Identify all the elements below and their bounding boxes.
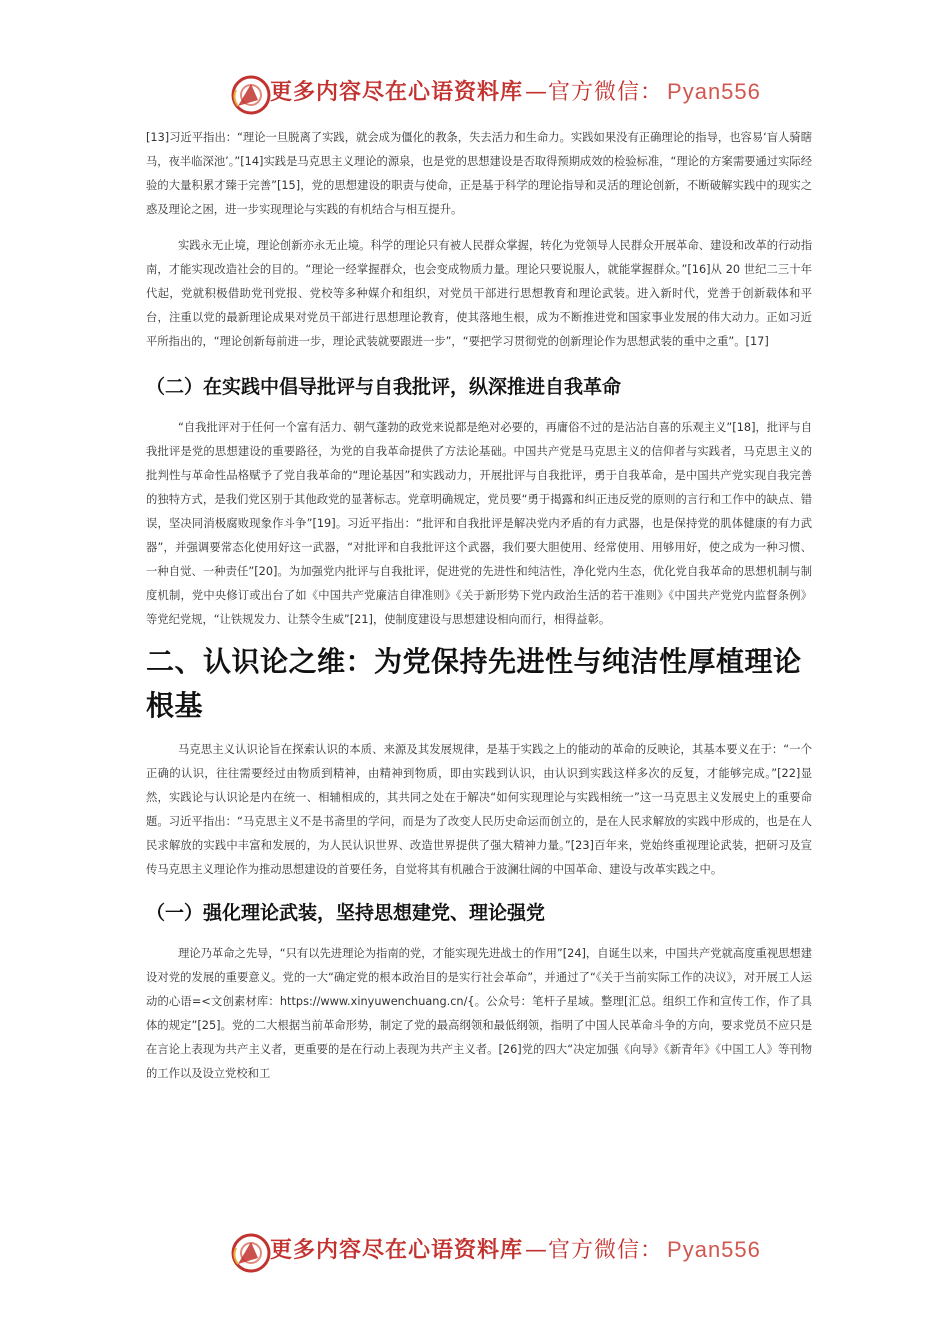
banner-wechat-label: —官方微信： [525,1238,664,1263]
banner-wechat-id: Pyan556 [667,79,761,104]
document-body [146,126,812,1086]
banner-wechat-id: Pyan556 [667,1237,761,1262]
footer-banner [0,1228,950,1280]
chapter-heading-epistemology: 二、认识论之维：为党保持先进性与纯洁性厚植理论根基 [146,645,802,722]
banner-wechat-label: —官方微信： [525,80,664,105]
paragraph-4: 马克思主义认识论旨在探索认识的本质、来源及其发展规律，是基于实践之上的能动的革命的反映论，其基本要义在于：“一个正确的认识，往往需要经过由物质到精神，由精神到物质，即由实践到认识，由认识到实践这样多次的反复，才能够完成。”[22]显然，实践论与认识论是内在统一、相辅相成的，其共同之处在于解决“如何实现理论与实践相统一”这一马克思主义发展史上的重要命题。习近平指出：“马克思主义不是书斋里的学问，而是为了改变人民历史命运而创立的，是在人民求解放的实践中形成的，也是在人民求解放的实践中丰富和发展的，为人民认识世界、改造世界提供了强大精神力量。”[23]百年来，党始终重视理论武装，把研习及宣传马克思主义理论作为推动思想建设的首要任务，自觉将其有机融合于波澜壮阔的中国革命、建设与改革实践之中。 [146,743,812,876]
banner-main-text: 更多内容尽在心语资料库 [270,1238,524,1263]
paragraph-2: 实践永无止境，理论创新亦永无止境。科学的理论只有被人民群众掌握，转化为党领导人民群众开展革命、建设和改革的行动指南，才能实现改造社会的目的。“理论一经掌握群众，也会变成物质力量。理论只要说服人，就能掌握群众。”[16]从 20 世纪二三十年代起，党就积极借助党刊党报、党校等多种媒介和组织，对党员干部进行思想教育和理论武装。进入新时代，党善于创新载体和平台，注重以党的最新理论成果对党员干部进行思想理论教育，使其落地生根，成为不断推进党和国家事业发展的伟大动力。正如习近平所指出的，“理论创新每前进一步，理论武装就要跟进一步”，“要把学习贯彻党的创新理论作为思想武装的重中之重”。[17] [146,239,812,348]
paragraph-1: [13]习近平指出：“理论一旦脱离了实践，就会成为僵化的教条，失去活力和生命力。实践如果没有正确理论的指导，也容易‘盲人骑瞎马，夜半临深池’。”[14]实践是马克思主义理论的源泉，也是党的思想建设是否取得预期成效的检验标准，“理论的方案需要通过实际经验的大量积累才臻于完善”[15]，党的思想建设的职责与使命，正是基于科学的理论指导和灵活的理论创新，不断破解实践中的现实之惑及理论之困，进一步实现理论与实践的有机结合与相互提升。 [146,131,812,216]
section-heading-criticism: （二）在实践中倡导批评与自我批评，纵深推进自我革命 [146,376,622,398]
banner-text [270,1234,761,1267]
brand-logo-icon [228,1230,274,1276]
paragraph-5: 理论乃革命之先导，“只有以先进理论为指南的党，才能实现先进战士的作用”[24]，自诞生以来，中国共产党就高度重视思想建设对党的发展的重要意义。党的一大“确定党的根本政治目的是实行社会革命”，并通过了“《关于当前实际工作的决议》，对开展工人运动的心语=<文创素材库：https://www.xinyuwenchuang.cn/{。公众号：笔杆子星域。整理[汇总。组织工作和宣传工作，作了具体的规定”[25]。党的二大根据当前革命形势，制定了党的最高纲领和最低纲领，指明了中国人民革命斗争的方向，要求党员不应只是在言论上表现为共产主义者，更重要的是在行动上表现为共产主义者。[26]党的四大“决定加强《向导》《新青年》《中国工人》等刊物的工作以及设立党校和工 [146,947,812,1080]
section-heading-theory: （一）强化理论武装，坚持思想建党、理论强党 [146,902,546,924]
header-banner [0,70,950,122]
banner-text [270,76,761,109]
banner-main-text: 更多内容尽在心语资料库 [270,80,524,105]
brand-logo-icon [228,72,274,118]
paragraph-3: “自我批评对于任何一个富有活力、朝气蓬勃的政党来说都是绝对必要的，再庸俗不过的是沾沾自喜的乐观主义”[18]，批评与自我批评是党的思想建设的重要路径，为党的自我革命提供了方法论基础。中国共产党是马克思主义的信仰者与实践者，马克思主义的批判性与革命性品格赋予了党自我革命的“理论基因”和实践动力，开展批评与自我批评，勇于自我革命，是中国共产党实现自我完善的独特方式，是我们党区别于其他政党的显著标志。党章明确规定，党员要“勇于揭露和纠正违反党的原则的言行和工作中的缺点、错误，坚决同消极腐败现象作斗争”[19]。习近平指出：“批评和自我批评是解决党内矛盾的有力武器，也是保持党的肌体健康的有力武器”，并强调要常态化使用好这一武器，“对批评和自我批评这个武器，我们要大胆使用、经常使用、用够用好，使之成为一种习惯、一种自觉、一种责任”[20]。为加强党内批评与自我批评，促进党的先进性和纯洁性，净化党内生态，优化党自我革命的思想机制与制度机制，党中央修订或出台了如《中国共产党廉洁自律准则》《关于新形势下党内政治生活的若干准则》《中国共产党党内监督条例》等党纪党规，“让铁规发力、让禁令生威”[21]，使制度建设与思想建设相向而行，相得益彰。 [146,421,812,626]
